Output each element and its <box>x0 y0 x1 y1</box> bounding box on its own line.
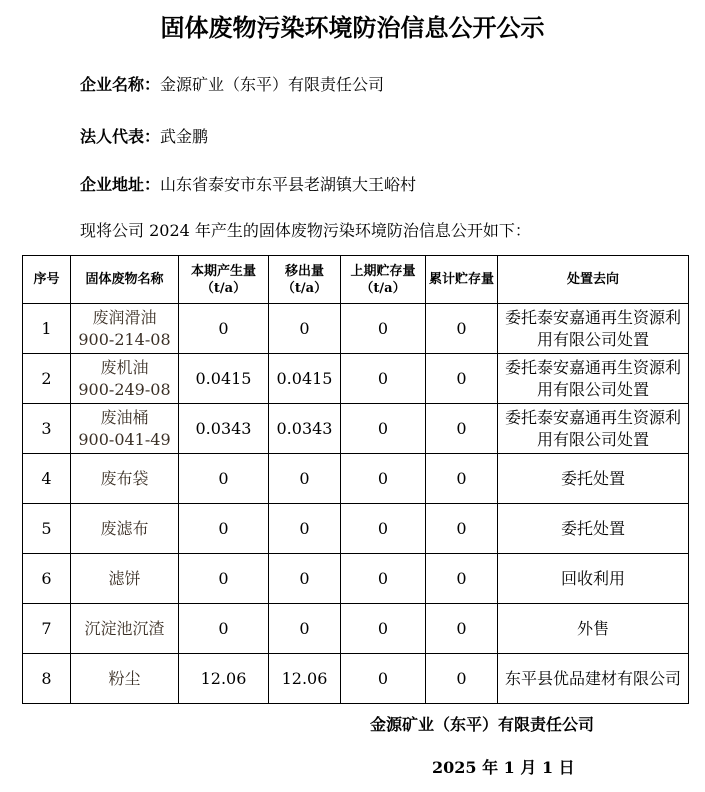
table-row <box>23 604 689 654</box>
waste-name-cell <box>71 604 179 654</box>
previous-storage: 0 <box>341 354 426 404</box>
waste-name-cell <box>71 454 179 504</box>
waste-code: 900-041-49 <box>78 429 171 449</box>
disposal: 回收利用 <box>498 554 689 604</box>
row-number: 4 <box>23 454 71 504</box>
previous-storage: 0 <box>341 554 426 604</box>
cumulative-storage: 0 <box>426 404 498 454</box>
table-row <box>23 504 689 554</box>
company-label: 企业名称： <box>80 75 161 94</box>
cumulative-storage: 0 <box>426 654 498 704</box>
address-label: 企业地址： <box>80 175 161 194</box>
waste-name: 废滤布 <box>100 518 149 538</box>
produced-amount: 0 <box>179 454 269 504</box>
row-number: 2 <box>23 354 71 404</box>
moved-amount: 0 <box>269 504 341 554</box>
page-title: 固体废物污染环境防治信息公开公示 <box>160 13 545 42</box>
moved-amount: 0.0343 <box>269 404 341 454</box>
waste-name-cell <box>71 354 179 404</box>
waste-name: 废布袋 <box>100 468 149 488</box>
address-value: 山东省泰安市东平县老湖镇大王峪村 <box>160 175 417 194</box>
previous-storage: 0 <box>341 304 426 354</box>
table-row <box>23 454 689 504</box>
waste-name-cell <box>71 654 179 704</box>
waste-name: 废润滑油 <box>92 307 157 327</box>
produced-amount: 0 <box>179 304 269 354</box>
disposal: 委托处置 <box>498 454 689 504</box>
moved-amount: 0 <box>269 304 341 354</box>
column-header: 累计贮存量 <box>426 256 498 304</box>
disposal: 委托泰安嘉通再生资源利用有限公司处置 <box>498 304 689 354</box>
intro-text: 现将公司 2024 年产生的固体废物污染环境防治信息公开如下： <box>80 221 531 240</box>
moved-amount: 0.0415 <box>269 354 341 404</box>
cumulative-storage: 0 <box>426 454 498 504</box>
table-row <box>23 654 689 704</box>
cumulative-storage: 0 <box>426 554 498 604</box>
legal-value: 武金鹏 <box>160 127 209 146</box>
produced-amount: 12.06 <box>179 654 269 704</box>
produced-amount: 0 <box>179 504 269 554</box>
previous-storage: 0 <box>341 604 426 654</box>
column-header: 移出量（t/a） <box>269 256 341 304</box>
produced-amount: 0 <box>179 554 269 604</box>
waste-name: 沉淀池沉渣 <box>84 618 165 638</box>
table-row <box>23 404 689 454</box>
waste-name-cell <box>71 404 179 454</box>
company-value: 金源矿业（东平）有限责任公司 <box>160 75 385 94</box>
produced-amount: 0.0343 <box>179 404 269 454</box>
signature-company: 金源矿业（东平）有限责任公司 <box>370 715 595 734</box>
table-row <box>23 304 689 354</box>
previous-storage: 0 <box>341 504 426 554</box>
moved-amount: 0 <box>269 554 341 604</box>
column-header: 固体废物名称 <box>71 256 179 304</box>
row-number: 3 <box>23 404 71 454</box>
disposal: 委托泰安嘉通再生资源利用有限公司处置 <box>498 354 689 404</box>
disposal: 外售 <box>498 604 689 654</box>
waste-code: 900-214-08 <box>78 329 171 349</box>
waste-name-cell <box>71 504 179 554</box>
table-row <box>23 554 689 604</box>
legal-rep <box>80 124 208 147</box>
company-address <box>80 172 416 195</box>
disposal: 委托处置 <box>498 504 689 554</box>
waste-code: 900-249-08 <box>78 379 171 399</box>
moved-amount: 0 <box>269 604 341 654</box>
waste-name: 废油桶 <box>100 407 149 427</box>
disposal: 委托泰安嘉通再生资源利用有限公司处置 <box>498 404 689 454</box>
signature-date: 2025 年 1 月 1 日 <box>432 758 575 777</box>
waste-name-cell <box>71 304 179 354</box>
waste-table <box>22 255 689 704</box>
column-header: 处置去向 <box>498 256 689 304</box>
row-number: 6 <box>23 554 71 604</box>
moved-amount: 12.06 <box>269 654 341 704</box>
waste-name-cell <box>71 554 179 604</box>
waste-name: 滤饼 <box>108 568 141 588</box>
row-number: 5 <box>23 504 71 554</box>
previous-storage: 0 <box>341 404 426 454</box>
legal-label: 法人代表： <box>80 127 161 146</box>
table-row <box>23 354 689 404</box>
row-number: 1 <box>23 304 71 354</box>
row-number: 8 <box>23 654 71 704</box>
cumulative-storage: 0 <box>426 304 498 354</box>
previous-storage: 0 <box>341 454 426 504</box>
waste-name: 粉尘 <box>108 668 141 688</box>
previous-storage: 0 <box>341 654 426 704</box>
cumulative-storage: 0 <box>426 604 498 654</box>
company-name <box>80 72 384 95</box>
cumulative-storage: 0 <box>426 354 498 404</box>
produced-amount: 0 <box>179 604 269 654</box>
row-number: 7 <box>23 604 71 654</box>
disposal: 东平县优品建材有限公司 <box>498 654 689 704</box>
column-header: 序号 <box>23 256 71 304</box>
cumulative-storage: 0 <box>426 504 498 554</box>
column-header: 本期产生量（t/a） <box>179 256 269 304</box>
produced-amount: 0.0415 <box>179 354 269 404</box>
moved-amount: 0 <box>269 454 341 504</box>
column-header: 上期贮存量（t/a） <box>341 256 426 304</box>
waste-name: 废机油 <box>100 357 149 377</box>
